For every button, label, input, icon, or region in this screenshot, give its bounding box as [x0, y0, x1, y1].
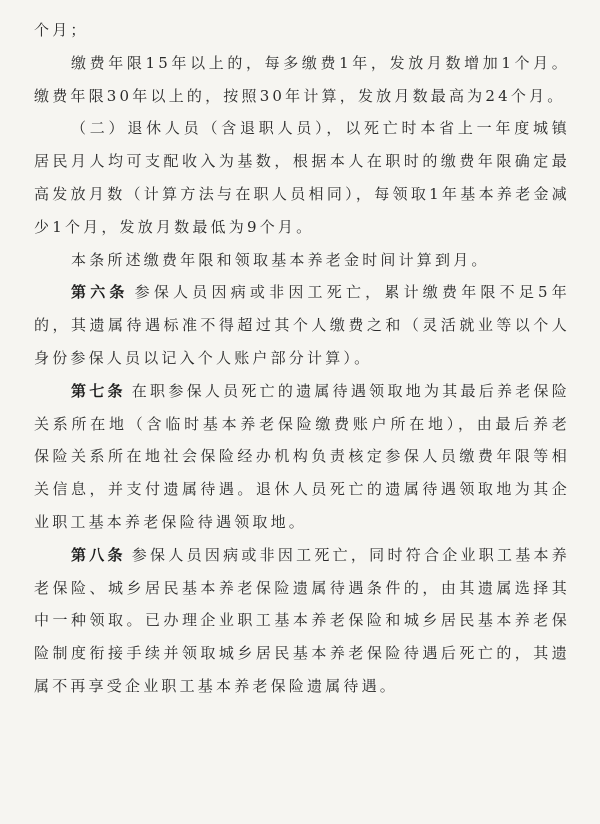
paragraph-contribution-years: 缴费年限15年以上的，每多缴费1年，发放月数增加1个月。缴费年限30年以上的，按照30年计算，发放月数最高为24个月。	[34, 53, 570, 105]
article-6-body: 参保人员因病或非因工死亡，累计缴费年限不足5年的，其遗属待遇标准不得超过其个人缴费之和（灵活就业等以个人身份参保人员以记入个人账户部分计算）。	[34, 283, 570, 367]
paragraph-retirees: （二）退休人员（含退职人员），以死亡时本省上一年度城镇居民月人均可支配收入为基数，根据本人在职时的缴费年限确定最高发放月数（计算方法与在职人员相同），每领取1年基本养老金减少1个月，发放月数最低为9个月。	[34, 119, 570, 236]
article-6-title: 第六条	[71, 283, 129, 302]
article-7-title: 第七条	[71, 381, 126, 400]
article-8	[34, 539, 570, 703]
paragraph-calculation-note: 本条所述缴费年限和领取基本养老金时间计算到月。	[71, 250, 490, 269]
article-8-body: 参保人员因病或非因工死亡，同时符合企业职工基本养老保险、城乡居民基本养老保险遗属待遇条件的，由其遗属选择其中一种领取。已办理企业职工基本养老保险和城乡居民基本养老保险制度衔接手续并领取城乡居民基本养老保险待遇后死亡的，其遗属不再享受企业职工基本养老保险遗属待遇。	[34, 545, 570, 695]
paragraph-continuation: 个月；	[34, 21, 89, 39]
article-7-body: 在职参保人员死亡的遗属待遇领取地为其最后养老保险关系所在地（含临时基本养老保险缴费账户所在地），由最后养老保险关系所在地社会保险经办机构负责核定参保人员缴费年限等相关信息，并支付遗属待遇。退休人员死亡的遗属待遇领取地为其企业职工基本养老保险待遇领取地。	[34, 381, 570, 531]
article-7	[34, 375, 570, 539]
article-8-title: 第八条	[71, 545, 126, 564]
article-6	[34, 276, 570, 374]
